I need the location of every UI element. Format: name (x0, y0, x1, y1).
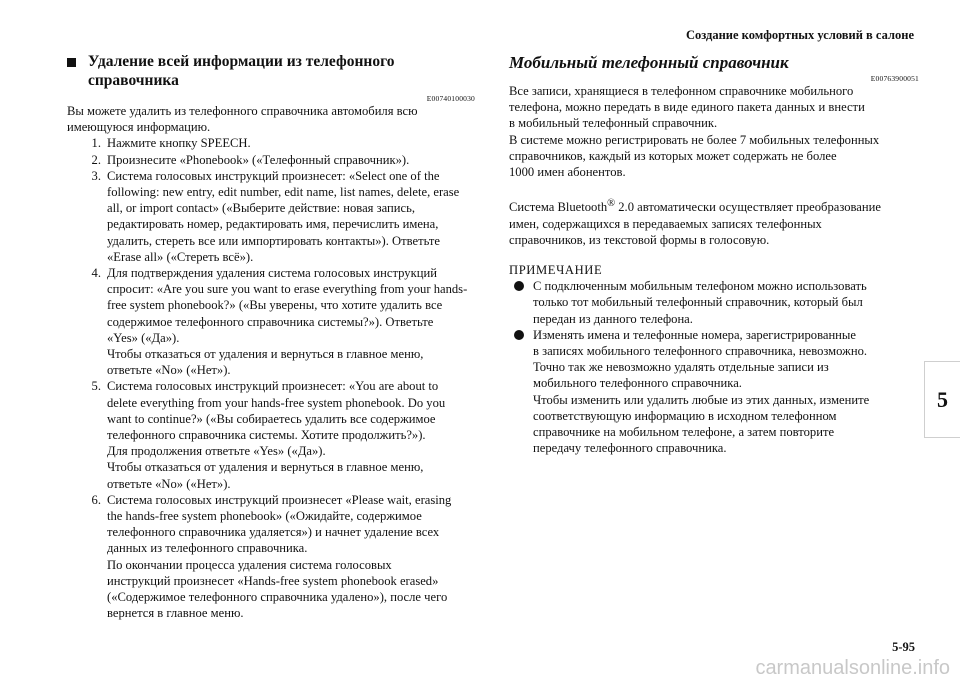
note-line: Изменять имена и телефонные номера, зарегистрированные (533, 327, 856, 342)
bluetooth-text: Система Bluetooth (509, 200, 608, 215)
section-code: E00740100030 (426, 94, 475, 103)
section-title-line-2: справочника (88, 72, 179, 89)
step-number: 5. (91, 379, 101, 394)
step-line: спросит: «Are you sure you want to erase everything from your hands- (107, 282, 468, 297)
step-number: 2. (91, 152, 101, 167)
step-line: Для продолжения ответьте «Yes» («Да»). (107, 444, 326, 459)
right-column (509, 52, 921, 456)
paragraph-gap (509, 180, 921, 196)
step-text (107, 152, 477, 168)
step-item (67, 492, 477, 622)
step-number: 4. (91, 266, 101, 281)
step-line: ответьте «No» («Нет»). (107, 476, 231, 491)
note-line: справочнике на мобильном телефоне, а затем повторите (533, 425, 835, 440)
step-line: Нажмите кнопку SPEECH. (107, 136, 251, 151)
section-code: E00763900051 (870, 74, 919, 83)
section-title (88, 52, 395, 90)
paragraph-line: справочников, из текстовой формы в голосовую. (509, 232, 770, 247)
step-line: delete everything from your hands-free system phonebook. Do you (107, 395, 446, 410)
step-item (67, 135, 477, 151)
note-line: Чтобы изменить или удалить любые из этих данных, измените (533, 392, 870, 407)
step-line: Чтобы отказаться от удаления и вернуться в главное меню, (107, 460, 424, 475)
steps-list (67, 135, 477, 621)
round-bullet-icon (514, 330, 524, 340)
paragraph-line: В системе можно регистрировать не более 7 мобильных телефонных (509, 132, 880, 147)
paragraph-bluetooth (509, 196, 921, 248)
note-line: Точно так же невозможно удалять отдельные записи из (533, 360, 829, 375)
step-number: 1. (91, 136, 101, 151)
step-line: («Содержимое телефонного справочника удалено»), после чего (107, 590, 448, 605)
running-header: Создание комфортных условий в салоне (685, 28, 914, 42)
step-item (67, 152, 477, 168)
step-number: 3. (91, 168, 101, 183)
paragraph-line: телефона, можно передать в виде единого пакета данных и внести (509, 100, 865, 115)
step-line: Система голосовых инструкций произнесет: «You are about to (107, 379, 439, 394)
note-line: передачу телефонного справочника. (533, 441, 727, 456)
section-title-line-1: Удаление всей информации из телефонного (88, 53, 395, 70)
step-line: данных из телефонного справочника. (107, 541, 308, 556)
step-line: the hands-free system phonebook» («Ожидайте, содержимое (107, 509, 422, 524)
note-line: только тот мобильный телефонный справочник, который был (533, 295, 863, 310)
paragraph-line: справочников, каждый из которых может содержать не более (509, 148, 837, 163)
step-line: содержимое телефонного справочника системы?»). Ответьте (107, 314, 434, 329)
step-line: «Erase all» («Стереть всё»). (107, 249, 254, 264)
step-line: Чтобы отказаться от удаления и вернуться в главное меню, (107, 347, 424, 362)
step-line: телефонного справочника системы. Хотите продолжить?»). (107, 428, 426, 443)
step-line: free system phonebook?» («Вы уверены, что хотите удалить все (107, 298, 443, 313)
note-line: С подключенным мобильным телефоном можно использовать (533, 279, 867, 294)
step-text (107, 135, 477, 151)
step-line: following: new entry, edit number, edit name, list names, delete, erase (107, 185, 460, 200)
step-line: телефонного справочника удаляется») и начнет удаление всех (107, 525, 440, 540)
note-item (509, 327, 921, 457)
registered-mark: ® (607, 198, 616, 210)
step-line: Для подтверждения удаления система голосовых инструкций (107, 266, 437, 281)
step-line: По окончании процесса удаления система голосовых (107, 557, 392, 572)
note-line: соответствующую информацию в исходном телефонном (533, 408, 837, 423)
left-column (67, 52, 477, 622)
note-label: ПРИМЕЧАНИЕ (509, 263, 603, 278)
note-text (533, 327, 921, 457)
step-line: ответьте «No» («Нет»). (107, 363, 231, 378)
step-text (107, 168, 477, 265)
round-bullet-icon (514, 281, 524, 291)
paragraph-line (509, 196, 921, 215)
step-line: «Yes» («Да»). (107, 330, 180, 345)
step-line: редактировать номер, редактировать имя, перечислить имена, (107, 217, 439, 232)
step-line: удалить, стереть все или импортировать контакты»). Ответьте (107, 233, 440, 248)
step-line: Произнесите «Phonebook» («Телефонный справочник»). (107, 152, 410, 167)
step-line: all, or import contact» («Выберите действие: новая запись, (107, 201, 415, 216)
step-line: инструкций произнесет «Hands-free system phonebook erased» (107, 573, 439, 588)
intro-paragraph (67, 103, 477, 135)
note-line: передан из данного телефона. (533, 311, 693, 326)
bluetooth-text-rest: 2.0 автоматически осуществляет преобразование (615, 200, 881, 215)
step-item (67, 168, 477, 265)
step-item (67, 265, 477, 378)
paragraph-line: в мобильный телефонный справочник. (509, 116, 718, 131)
step-line: Система голосовых инструкций произнесет: «Select one of the (107, 168, 440, 183)
note-item (509, 278, 921, 327)
note-text (533, 278, 921, 327)
page-number: 5-95 (892, 640, 915, 654)
square-bullet-icon (67, 58, 76, 67)
step-item (67, 378, 477, 491)
section-title-mobile-phonebook: Мобильный телефонный справочник (509, 53, 789, 72)
watermark: carmanualsonline.info (755, 657, 950, 679)
paragraph-line: имен, содержащихся в передаваемых записях телефонных (509, 216, 822, 231)
step-line: Система голосовых инструкций произнесет «Please wait, erasing (107, 492, 452, 507)
paragraph-line: 1000 имен абонентов. (509, 165, 626, 180)
step-line: вернется в главное меню. (107, 606, 244, 621)
step-line: want to continue?» («Вы собираетесь удалить все содержимое (107, 411, 436, 426)
step-text (107, 265, 477, 378)
step-text (107, 378, 477, 491)
section-heading (67, 52, 477, 90)
paragraph-phonebook-transfer (509, 83, 921, 180)
note-line: в записях мобильного телефонного справочника, невозможно. (533, 344, 868, 359)
paragraph-line: Все записи, хранящиеся в телефонном справочнике мобильного (509, 84, 854, 98)
step-number: 6. (91, 492, 101, 507)
intro-line: имеющуюся информацию. (67, 120, 211, 135)
step-text (107, 492, 477, 622)
chapter-tab: 5 (924, 361, 960, 438)
intro-line: Вы можете удалить из телефонного справочника автомобиля всю (67, 104, 418, 118)
note-line: мобильного телефонного справочника. (533, 376, 742, 391)
